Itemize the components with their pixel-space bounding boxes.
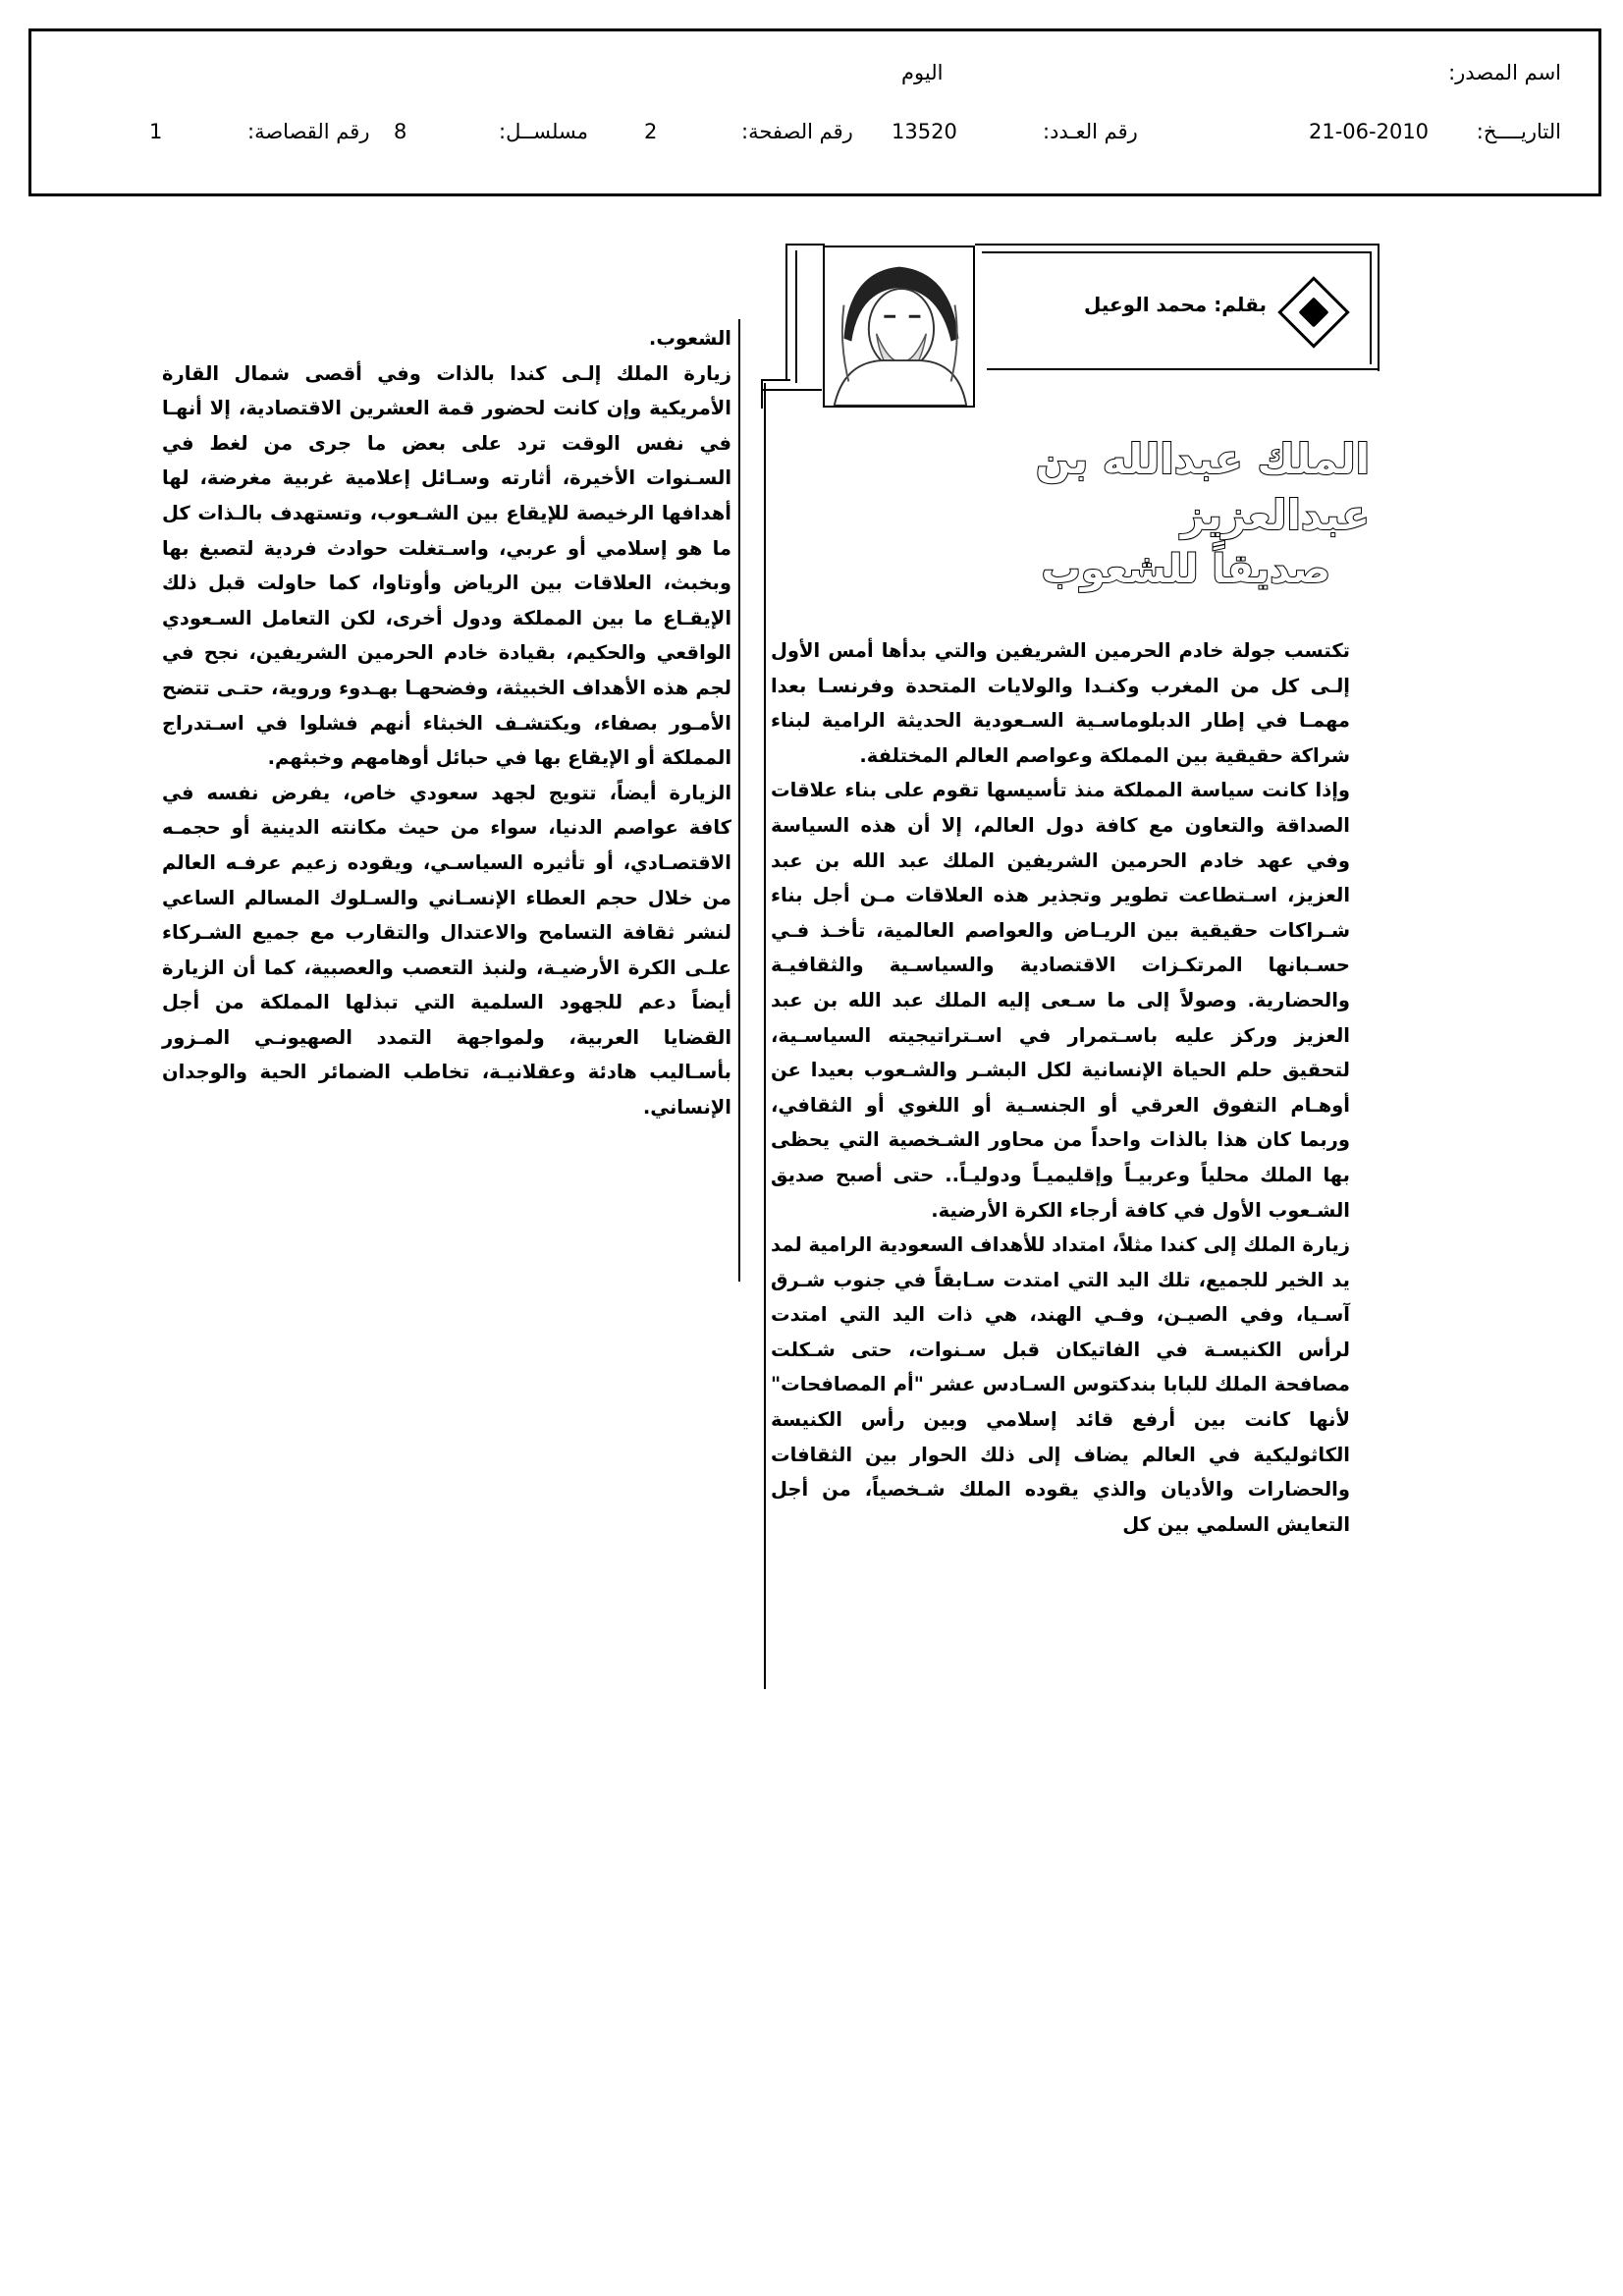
paragraph: تكتسب جولة خادم الحرمين الشريفين والتي بدأها أمس الأول إلـى كل من المغرب وكنـدا والولايات المتحدة وفرنسـا بعدا مهمـا في إطار الدبلوماسـية السـعودية الحديثة الرامية لبناء شراكة حقيقية بين المملكة وعواصم العالم المختلفة. (771, 639, 1350, 767)
clipping-header-box (28, 28, 1601, 196)
article-title-line2: صديقاً للشعوب (1041, 547, 1330, 593)
frame-line (982, 251, 1371, 253)
date-value: 21-06-2010 (1309, 120, 1430, 143)
article-column-right (771, 633, 1350, 1542)
byline: بقلم: محمد الوعيل (1083, 293, 1267, 316)
serial-value: 8 (394, 120, 407, 143)
frame-line (763, 389, 822, 391)
frame-line (785, 244, 825, 246)
author-portrait (823, 246, 975, 408)
frame-line (795, 250, 797, 383)
serial-label: مسلســل: (499, 120, 588, 143)
column-divider (764, 383, 766, 1689)
frame-line (761, 379, 790, 381)
frame-line (785, 244, 787, 381)
source-label: اسم المصدر: (1448, 61, 1561, 84)
source-value: اليوم (901, 61, 944, 84)
paragraph: الشعوب. (648, 327, 731, 350)
clip-value: 1 (149, 120, 163, 143)
issue-value: 13520 (892, 120, 957, 143)
frame-line (987, 368, 1380, 370)
paragraph: وإذا كانت سياسة المملكة منذ تأسيسها تقوم على بناء علاقات الصداقة والتعاون مع كافة دول العالم، إلا أن هذه السياسة وفي عهد خادم الحرمين الشريفين الملك عبد الله بن عبد العزيز، اسـتطاعت تطوير وتجذير هذه العلاقات مـن أجل بناء شـراكات حقيقية بين الريـاض والعواصم العالمية، تأخـذ فـي حسـبانها المرتكـزات الاقتصادية والسياسـية والثقافيـة والحضارية. وصولاً إلى ما سـعى إليه الملك عبد الله بن عبد العزيز وركز عليه باسـتمرار في اسـتراتيجيته السياسـية، لتحقيق حلم الحياة الإنسانية لكل البشـر والشـعوب بعيدا عن أوهـام التفوق العرقي أو الجنسـية أو اللغوي أو الثقافي، وربما كان هذا بالذات واحداً من محاور الشـخصية التي يحظى بها الملك محلياً وعربيـاً وإقليميـاً ودوليـاً.. حتى أصبح صديق الشـعوب الأول في كافة أرجاء الكرة الأرضية. (771, 779, 1350, 1222)
clip-label: رقم القصاصة: (247, 120, 370, 143)
paragraph: زيارة الملك إلى كندا مثلاً، امتداد للأهداف السعودية الرامية لمد يد الخير للجميع، تلك اليد التي امتدت سـابقاً في جنوب شـرق آسـيا، وفي الصيـن، وفـي الهند، هي ذات اليد التي امتدت لرأس الكنيسـة في الفاتيكان قبل سـنوات، حتى شـكلت مصافحة الملك للبابا بندكتوس السـادس عشر "أم المصافحات" لأنها كانت بين أرفع قائد إسلامي وبين رأس الكنيسة الكاثوليكية في العالم يضاف إلى ذلك الحوار بين الثقافات والحضارات والأديان والذي يقوده الملك شـخصياً، من أجل التعايش السلمي بين كل (771, 1233, 1350, 1536)
page-label: رقم الصفحة: (741, 120, 853, 143)
diamond-logo-icon (1277, 276, 1350, 349)
paragraph: زيارة الملك إلـى كندا بالذات وفي أقصى شمال القارة الأمريكية وإن كانت لحضور قمة العشرين الاقتصادية، إلا أنهـا في نفس الوقت ترد على بعض ما جرى من لغط في السـنوات الأخيرة، أثارته وسـائل إعلامية غربية مغرضة، لها أهدافها الرخيصة للإيقاع بين الشـعوب، وتستهدف بالـذات كل ما هو إسلامي أو عربي، واسـتغلت حوادث فردية لتصبغ بها وبخبث، العلاقات بين الرياض وأوتاوا، كما حاولت قبل ذلك الإيقـاع ما بين المملكة ودول أخرى، لكن التعامل السـعودي الواقعي والحكيم، بقيادة خادم الحرمين الشريفين، نجح في لجم هذه الأهداف الخبيثة، وفضحهـا بهـدوء وروية، حتـى تتضح الأمـور بصفاء، ويكتشـف الخبثاء أنهم فشلوا في اسـتدراج المملكة أو الإيقاع بها في حبائل أوهامهم وخبثهم. (162, 361, 731, 770)
article-title-line1: الملك عبدالله بن عبدالعزيز (1035, 435, 1370, 539)
frame-line (975, 244, 1380, 246)
portrait-icon (825, 247, 973, 406)
column-divider (738, 319, 740, 1282)
issue-label: رقم العـدد: (1043, 120, 1138, 143)
page-value: 2 (644, 120, 658, 143)
date-label: التاريــــخ: (1476, 120, 1561, 143)
frame-line (1370, 251, 1372, 364)
paragraph: الزيارة أيضاً، تتويج لجهد سعودي خاص، يفرض نفسه في كافة عواصم الدنيا، سواء من حيث مكانته الدينية أو حجمـه الاقتصـادي، أو تأثيره السياسـي، ويقوده زعيم عرفـه العالم من خلال حجم العطاء الإنسـاني والسـلوك المسالم الساعي لنشر ثقافة التسامح والاعتدال والتقارب مع جميع الشـركاء علـى الكرة الأرضيـة، ولنبذ التعصب والعصبية، كما أن الزيارة أيضاً دعم للجهود السلمية التي تبذلها المملكة من أجل القضايا العربية، ولمواجهة التمدد الصهيونـي المـزور بأسـاليب هادئة وعقلانيـة، تخاطب الضمائر الحية والوجدان الإنساني. (162, 781, 731, 1120)
article-column-left (162, 321, 731, 1125)
frame-line (761, 379, 763, 409)
frame-line (1378, 244, 1380, 371)
article-title (987, 432, 1370, 596)
